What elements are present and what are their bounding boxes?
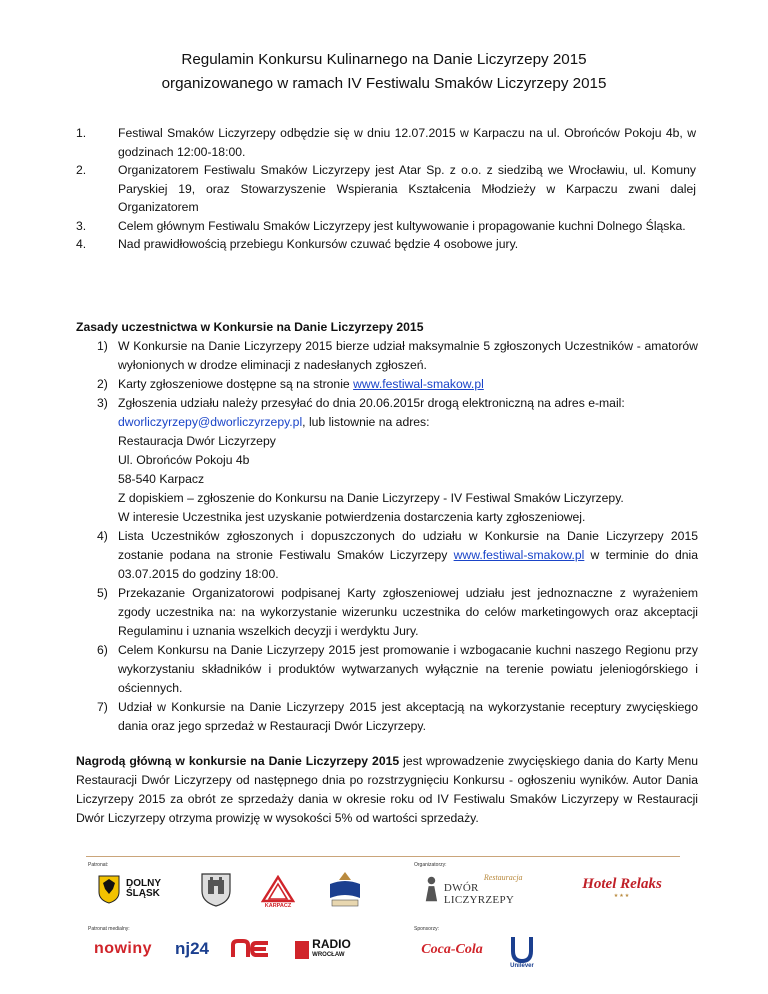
- rule-text-part: [118, 413, 698, 432]
- festival-website-link[interactable]: www.festiwal-smakow.pl: [453, 548, 585, 562]
- rule-item-5: [97, 584, 698, 641]
- county-crest-logo: [198, 870, 234, 908]
- rule-number: 1): [97, 339, 108, 353]
- intro-numbered-list: [76, 124, 696, 254]
- restaurant-script-text: Restauracja: [483, 872, 523, 882]
- address-line: Ul. Obrońców Pokoju 4b: [118, 453, 250, 467]
- sponsors-label: Sponsorzy:: [414, 926, 440, 932]
- document-title-line2: organizowanego w ramach IV Festiwalu Smaków Liczyrzepy 2015: [161, 75, 607, 92]
- rule-number: 6): [97, 643, 108, 657]
- rule-number: 7): [97, 700, 108, 714]
- rule-item-7: [97, 698, 698, 736]
- rule-text-part: Zgłoszenia udziału należy przesyłać do dnia 20.06.2015r drogą elektroniczną na adres e-mail:: [118, 396, 625, 410]
- list-item-text: Celem głównym Festiwalu Smaków Liczyrzepy jest kultywowanie i propagowanie kuchni Dolnego Śląska.: [118, 218, 686, 233]
- rule-text: Celem Konkursu na Danie Liczyrzepy 2015 jest promowanie i wzbogacanie kuchni naszego Regionu przy wykorzystaniu składników i produktów wytwarzanych wyłącznie na terenie powiatu jeleniogórskiego i ościennych.: [118, 643, 698, 695]
- divider: [86, 856, 680, 857]
- karpacz-logo: [254, 870, 302, 914]
- hotel-relaks-text: Hotel Relaks: [582, 875, 662, 892]
- rule-item-4: [97, 527, 698, 584]
- media-patronat-label: Patronat medialny:: [88, 926, 130, 932]
- nj24-logo: [168, 936, 216, 962]
- radio-text-block: [312, 939, 351, 961]
- rule-item-2: [97, 375, 698, 394]
- eagle-crest-icon: [96, 874, 122, 904]
- rule-item-1: [97, 337, 698, 375]
- address-line: 58-540 Karpacz: [118, 472, 205, 486]
- ne-mark-icon: [230, 937, 272, 961]
- hotel-stars: ★★★: [613, 892, 631, 899]
- rule-number: 4): [97, 529, 108, 543]
- list-item-text: Organizatorem Festiwalu Smaków Liczyrzepy jest Atar Sp. z o.o. z siedzibą we Wrocławiu, ul. Komuny Paryskiej 19, oraz Stowarzyszenie Wspierania Kształcenia Młodzieży w Karpaczu zwani dalej Organizatorem: [118, 163, 696, 214]
- mountain-icon: [261, 875, 295, 903]
- prize-bold-text: Nagrodą główną w konkursie na Danie Liczyrzepy 2015: [76, 754, 400, 768]
- rule-text-part: Lista Uczestników zgłoszonych i dopuszczonych do udziału w Konkursie na Danie Liczyrzepy 2015 zostanie podana na stronie Festiwalu Smaków Liczyrzepy: [118, 529, 698, 562]
- rule-item-3: [97, 394, 698, 527]
- festival-website-link[interactable]: www.festiwal-smakow.pl: [353, 377, 484, 391]
- rule-text: Udział w Konkursie na Danie Liczyrzepy 2015 jest akceptacją na wykorzystanie receptury zwycięskiego dania oraz jego sprzedaż w Restauracji Dwór Liczyrzepy.: [118, 700, 698, 733]
- list-item: [76, 124, 696, 161]
- nowiny-logo: [90, 936, 156, 962]
- association-logo: [322, 868, 368, 912]
- rule-text: [118, 394, 698, 527]
- rules-list: [97, 337, 698, 736]
- figure-icon: [422, 874, 441, 904]
- document-title-line1: Regulamin Konkursu Kulinarnego na Danie Liczyrzepy 2015: [181, 51, 587, 68]
- nowiny-text: nowiny: [93, 940, 153, 957]
- radio-wroclaw-logo: [282, 936, 364, 964]
- radio-text: RADIO: [312, 937, 351, 951]
- dolny-slask-logo: [94, 872, 176, 906]
- sponsors-strip: [86, 856, 680, 984]
- rule-text: [118, 375, 698, 394]
- nj24-text: nj24: [174, 939, 210, 958]
- list-item: [76, 217, 696, 236]
- unilever-text: Unilever: [510, 963, 534, 969]
- dwor-liczyrzepy-logo: [422, 870, 546, 908]
- address-line: Restauracja Dwór Liczyrzepy: [118, 434, 276, 448]
- rule-number: 5): [97, 586, 108, 600]
- unilever-logo: [502, 932, 542, 972]
- rule-text: W Konkursie na Danie Liczyrzepy 2015 bierze udział maksymalnie 5 zgłoszonych Uczestników - amatorów wyłonionych w drodze eliminacji z nadesłanych zgłoszeń.: [118, 339, 698, 372]
- list-item-number: 4.: [76, 237, 87, 251]
- dwor-text: DWÓR LICZYRZEPY: [443, 881, 515, 906]
- list-item-text: Festiwal Smaków Liczyrzepy odbędzie się w dniu 12.07.2015 w Karpaczu na ul. Obrońców Pokoju 4b, w godzinach 12:00-18:00.: [118, 126, 696, 159]
- prize-paragraph: [76, 752, 698, 828]
- dwor-text-block: [444, 873, 546, 906]
- castle-crest-icon: [200, 871, 232, 907]
- rule-note: Z dopiskiem – zgłoszenie do Konkursu na Danie Liczyrzepy - IV Festiwal Smaków Liczyrzepy.: [118, 491, 624, 505]
- rule-text: [118, 527, 698, 584]
- rule-item-6: [97, 641, 698, 698]
- coca-cola-text: Coca-Cola: [421, 942, 483, 957]
- list-item: [76, 235, 696, 254]
- book-crest-icon: [324, 870, 366, 910]
- unilever-u-icon: [509, 935, 535, 963]
- list-item-number: 3.: [76, 218, 87, 233]
- hotel-relaks-logo: [570, 872, 674, 902]
- rule-text-part: w terminie do dnia 03.07.2015 do godziny 18:00.: [118, 548, 698, 581]
- rule-note: W interesie Uczestnika jest uzyskanie potwierdzenia dostarczenia karty zgłoszeniowej.: [118, 510, 586, 524]
- rule-number: 3): [97, 396, 108, 410]
- rule-text-part: , lub listownie na adres:: [302, 415, 430, 429]
- coca-cola-logo: [416, 938, 488, 962]
- rule-number: 2): [97, 377, 108, 391]
- ne-logo: [226, 934, 276, 964]
- prize-text: jest wprowadzenie zwycięskiego dania do Karty Menu Restauracji Dwór Liczyrzepy od następnego dnia po rozstrzygnięciu Konkursu - ogłoszeniu wyników. Autor Dania Liczyrzepy 2015 za obrót ze sprzedaży dania w okresie roku od IV Festiwalu Smaków Liczyrzepy w Restauracji Dwór Liczyrzepy otrzyma prowizję w wysokości 5% od wartości sprzedaży.: [76, 754, 699, 825]
- rule-text: Przekazanie Organizatorowi podpisanej Karty zgłoszeniowej udziału jest jednoznaczne z wyrażeniem zgody uczestnika na: na wykorzystanie wizerunku uczestnika do celów marketingowych oraz akceptacji Regulaminu i uznania wszelkich decyzji i werdyktu Jury.: [118, 586, 698, 638]
- list-item-number: 1.: [76, 126, 87, 140]
- list-item-number: 2.: [76, 163, 87, 177]
- list-item-text: Nad prawidłowością przebiegu Konkursów czuwać będzie 4 osobowe jury.: [118, 237, 519, 251]
- dolny-slask-text: DOLNY ŚLĄSK: [126, 878, 161, 899]
- rule-text-part: Karty zgłoszeniowe dostępne są na stronie: [118, 377, 354, 391]
- rules-heading: Zasady uczestnictwa w Konkursie na Danie Liczyrzepy 2015: [76, 320, 424, 334]
- patronat-label: Patronat:: [88, 862, 109, 868]
- radio-square-icon: [295, 941, 309, 959]
- email-link[interactable]: dworliczyrzepy@dworliczyrzepy.pl: [118, 415, 303, 429]
- organizers-label: Organizatorzy:: [414, 862, 447, 868]
- karpacz-text: KARPACZ: [264, 903, 292, 909]
- radio-sub-text: WROCŁAW: [312, 952, 345, 958]
- list-item: [76, 161, 696, 217]
